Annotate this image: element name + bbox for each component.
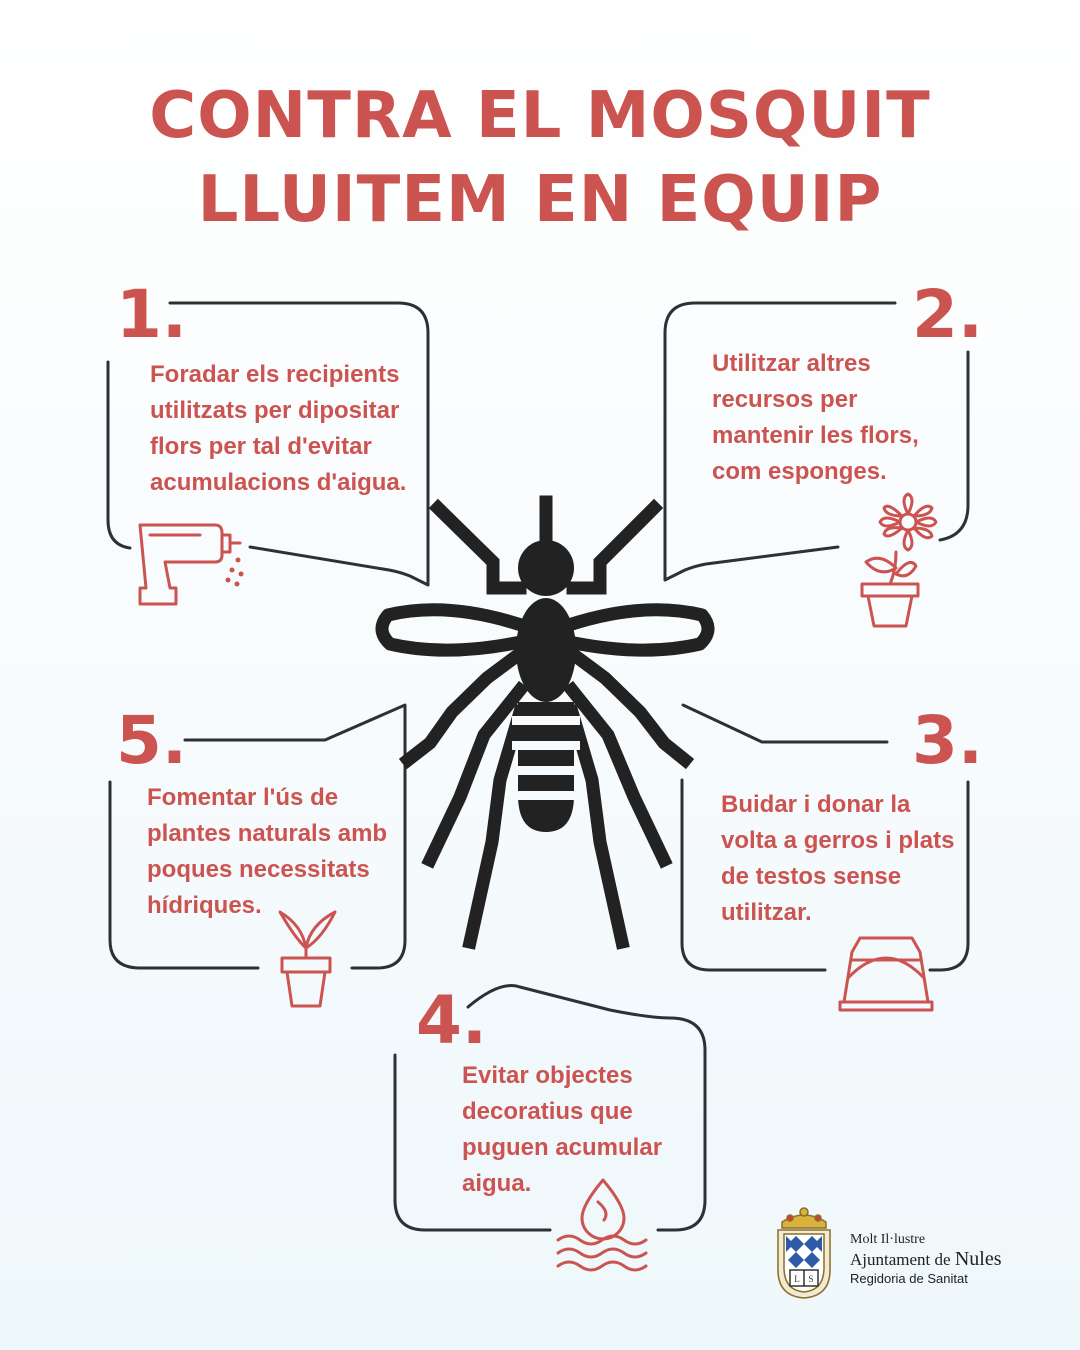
tip-2-number: 2.	[912, 276, 983, 353]
tip-1-line: Foradar els recipients	[150, 361, 400, 388]
tip-5-line: hídriques.	[147, 892, 262, 919]
tip-4-line: Evitar objectes	[462, 1062, 633, 1089]
drill-icon	[140, 525, 244, 604]
logo-line-1: Molt Il·lustre	[850, 1232, 926, 1247]
tip-3-line: utilitzar.	[721, 899, 812, 926]
tip-1-number: 1.	[116, 276, 187, 353]
coat-of-arms-icon	[772, 1200, 836, 1300]
logo-line-2	[850, 1248, 1001, 1271]
tip-1-line: flors per tal d'evitar	[150, 433, 372, 460]
title-line-2: LLUITEM EN EQUIP	[197, 163, 883, 237]
tip-3-text	[721, 787, 954, 931]
tip-5-line: plantes naturals amb	[147, 820, 388, 847]
tip-4-line: decoratius que	[462, 1098, 633, 1125]
tip-3-line: volta a gerros i plats	[721, 827, 955, 854]
logo-line-3: Regidoria de Sanitat	[850, 1271, 968, 1286]
tip-3-line: de testos sense	[721, 863, 902, 890]
sprout-pot-icon	[280, 912, 335, 1006]
svg-text:S: S	[808, 1274, 814, 1284]
flower-pot-icon	[862, 494, 936, 626]
logo-town-name: Nules	[954, 1248, 1002, 1270]
tip-2-line: com esponges.	[712, 458, 887, 485]
tip-3-line: Buidar i donar la	[721, 791, 911, 818]
tip-2-line: mantenir les flors,	[712, 422, 919, 449]
tip-1-line: utilitzats per dipositar	[150, 397, 400, 424]
svg-text:L: L	[794, 1274, 800, 1284]
tip-4-number: 4.	[416, 982, 487, 1059]
tip-2-line: recursos per	[712, 386, 858, 413]
tip-4-line: aigua.	[462, 1170, 532, 1197]
tip-5-text	[147, 780, 387, 924]
tip-5-line: poques necessitats	[147, 856, 370, 883]
tip-5-number: 5.	[116, 702, 187, 779]
mosquito-icon	[382, 502, 708, 942]
tip-2-line: Utilitzar altres	[712, 350, 871, 377]
flipped-bucket-icon	[840, 938, 932, 1010]
title-line-1: CONTRA EL MOSQUIT	[149, 79, 931, 153]
tip-5-line: Fomentar l'ús de	[147, 784, 339, 811]
tip-4-line: puguen acumular	[462, 1134, 663, 1161]
tip-1-line: acumulacions d'aigua.	[150, 469, 407, 496]
tip-4-text	[462, 1058, 662, 1202]
tip-1-text	[150, 357, 406, 501]
tip-2-text	[712, 346, 919, 490]
tip-3-number: 3.	[912, 702, 983, 779]
logo-org-prefix: Ajuntament de	[850, 1250, 955, 1269]
